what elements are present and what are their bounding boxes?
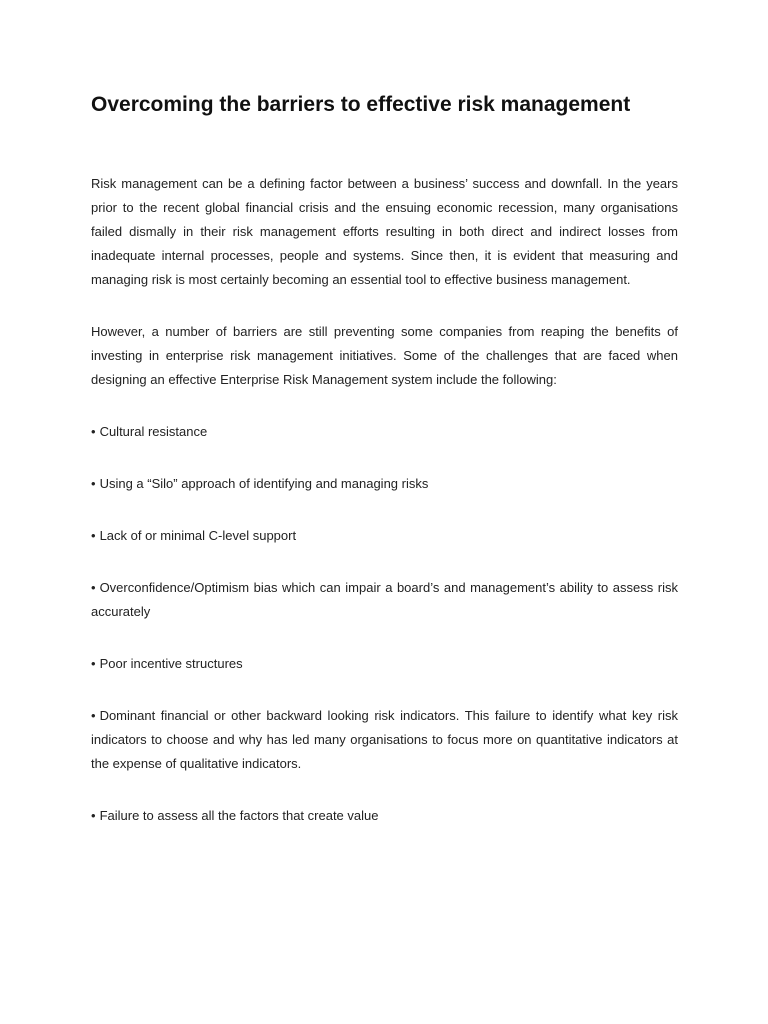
bullet-mark: •	[91, 528, 96, 543]
bullet-mark: •	[91, 476, 96, 491]
barrier-item	[91, 472, 678, 496]
barrier-item	[91, 652, 678, 676]
barrier-text: Failure to assess all the factors that create value	[99, 808, 379, 823]
barrier-item	[91, 804, 678, 828]
bullet-mark: •	[91, 808, 96, 823]
barrier-text: Using a “Silo” approach of identifying and managing risks	[99, 476, 429, 491]
barrier-text: Overconfidence/Optimism bias which can impair a board’s and management’s ability to assess risk accurately	[91, 580, 678, 619]
intro-paragraph-2: However, a number of barriers are still preventing some companies from reaping the benefits of investing in enterprise risk management initiatives. Some of the challenges that are faced when designing an effective Enterprise Risk Management system include the following:	[91, 324, 678, 387]
bullet-mark: •	[91, 708, 96, 723]
bullet-mark: •	[91, 656, 96, 671]
document-title: Overcoming the barriers to effective risk management	[91, 93, 631, 116]
bullet-mark: •	[91, 424, 96, 439]
barrier-text: Lack of or minimal C-level support	[99, 528, 297, 543]
barrier-item	[91, 704, 678, 776]
barrier-item	[91, 576, 678, 624]
barrier-list	[91, 420, 678, 828]
intro-paragraph-1: Risk management can be a defining factor between a business’ success and downfall. In the years prior to the recent global financial crisis and the ensuing economic recession, many organisations failed dismally in their risk management efforts resulting in both direct and indirect losses from inadequate internal processes, people and systems. Since then, it is evident that measuring and managing risk is most certainly becoming an essential tool to effective business management.	[91, 176, 678, 287]
document-body	[91, 172, 678, 828]
barrier-text: Cultural resistance	[99, 424, 208, 439]
document-page	[91, 90, 678, 828]
bullet-mark: •	[91, 580, 96, 595]
barrier-item	[91, 420, 678, 444]
barrier-item	[91, 524, 678, 548]
barrier-text: Poor incentive structures	[99, 656, 243, 671]
barrier-text: Dominant financial or other backward looking risk indicators. This failure to identify what key risk indicators to choose and why has led many organisations to focus more on quantitative indicators at the expense of qualitative indicators.	[91, 708, 678, 771]
